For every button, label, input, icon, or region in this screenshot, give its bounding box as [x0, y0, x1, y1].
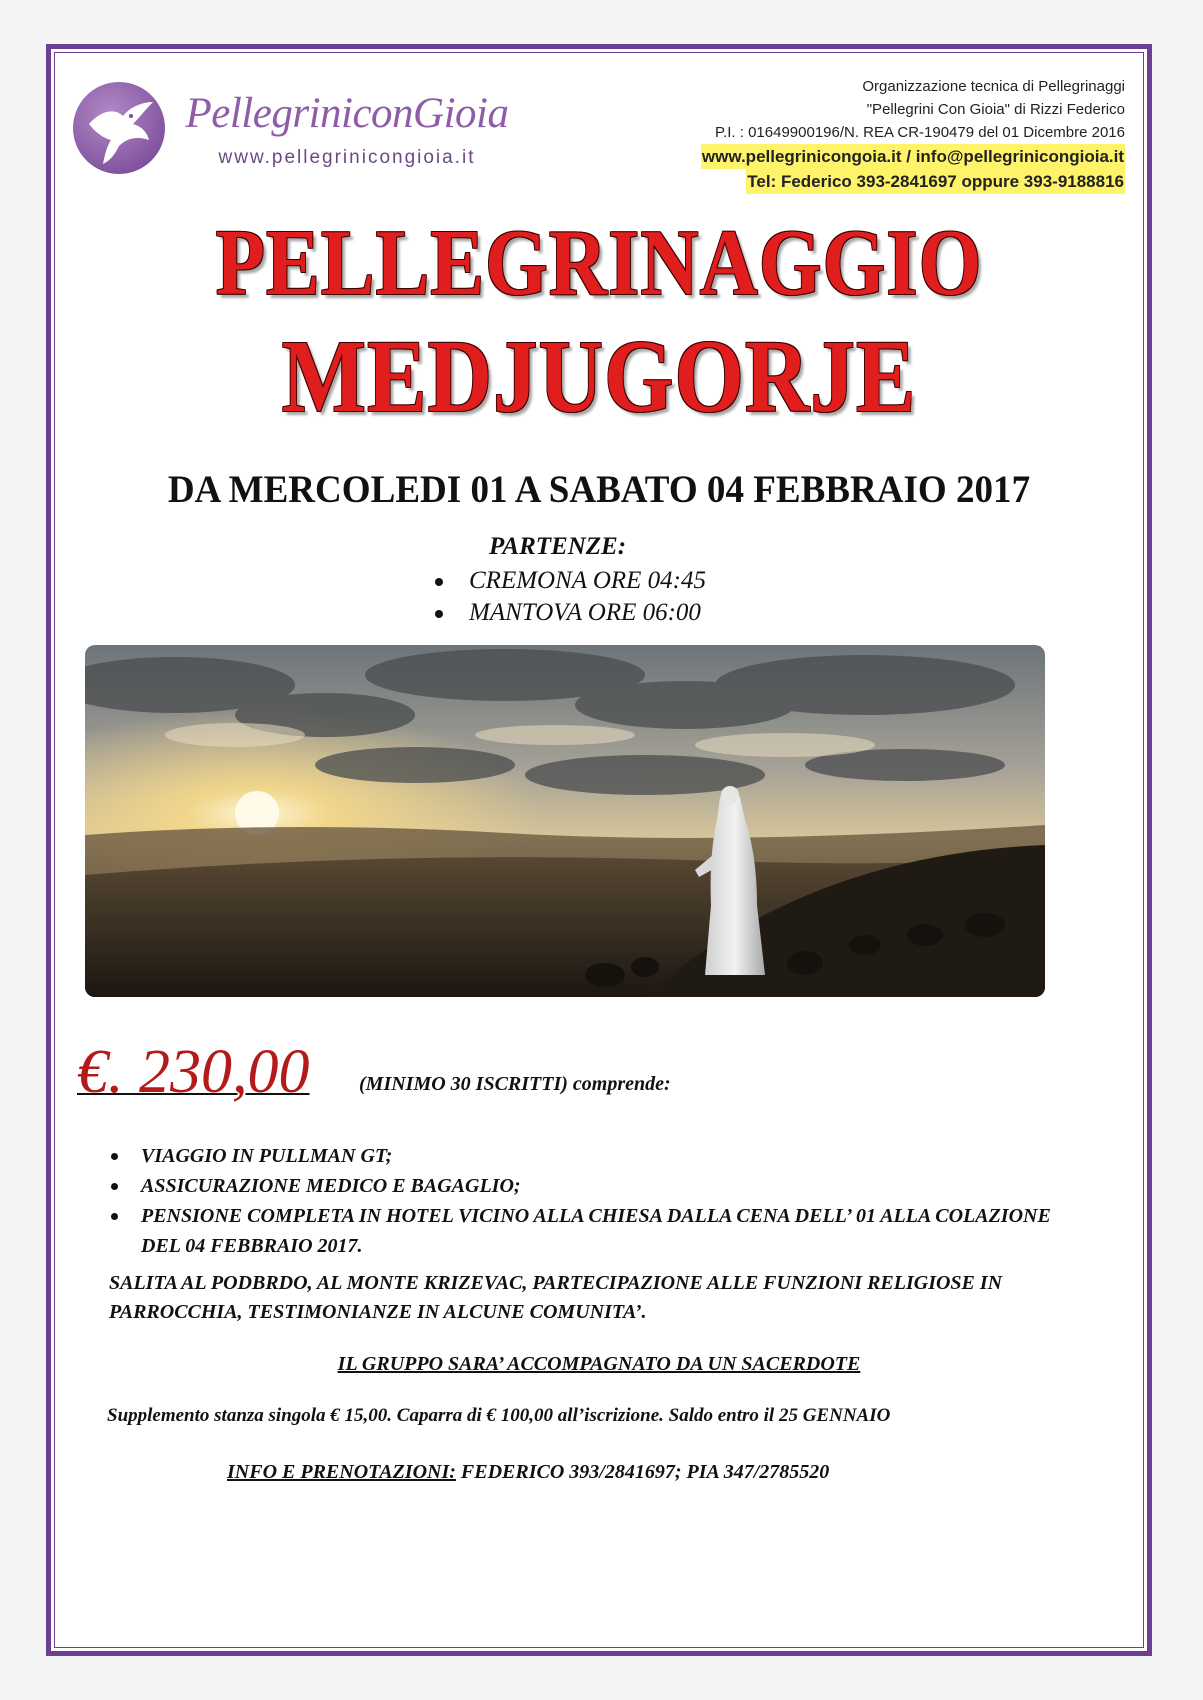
logo-url[interactable]: www.pellegrinicongioia.it: [218, 147, 476, 168]
departure-item: [435, 565, 706, 597]
contact-owner: "Pellegrini Con Gioia" di Rizzi Federico: [866, 101, 1125, 118]
guide-note: IL GRUPPO SARA’ ACCOMPAGNATO DA UN SACERDOTE: [337, 1353, 861, 1375]
price-note: (MINIMO 30 ISCRITTI) comprende:: [359, 1073, 671, 1095]
departure-text: MANTOVA ORE 06:00: [469, 599, 701, 626]
booking-info: [227, 1461, 829, 1484]
bullet-icon: [111, 1213, 118, 1220]
includes-text: PENSIONE COMPLETA IN HOTEL VICINO ALLA CHIESA DALLA CENA DELL’ 01 ALLA COLAZIONE DEL 04 FEBBRAIO 2017.: [141, 1205, 1051, 1257]
trip-dates: DA MERCOLEDI 01 A SABATO 04 FEBBRAIO 2017: [167, 468, 1031, 511]
includes-list: [111, 1141, 1091, 1261]
dove-icon: [71, 80, 167, 176]
logo-name: PellegriniconGioia: [185, 90, 509, 137]
booking-label: INFO E PRENOTAZIONI:: [227, 1461, 456, 1483]
activities-text: SALITA AL PODBRDO, AL MONTE KRIZEVAC, PARTECIPAZIONE ALLE FUNZIONI RELIGIOSE IN PARROCCHIA, TESTIMONIANZE IN ALCUNE COMUNITA’.: [109, 1272, 1003, 1323]
contact-block: [565, 75, 1125, 194]
includes-item: [111, 1141, 1091, 1171]
contact-web-email[interactable]: www.pellegrinicongoia.it / info@pellegrinicongioia.it: [701, 144, 1125, 169]
bullet-icon: [111, 1153, 118, 1160]
page-border: [54, 52, 1144, 1648]
includes-text: VIAGGIO IN PULLMAN GT;: [141, 1145, 393, 1167]
title-line-1: PELLEGRINAGGIO: [215, 211, 983, 315]
bullet-icon: [111, 1183, 118, 1190]
price-amount: €. 230,00: [77, 1038, 310, 1106]
title-line-2: MEDJUGORJE: [281, 319, 917, 434]
booking-contacts[interactable]: FEDERICO 393/2841697; PIA 347/2785520: [455, 1461, 830, 1483]
supplement-note: Supplemento stanza singola € 15,00. Caparra di € 100,00 all’iscrizione. Saldo entro il 25 GENNAIO: [107, 1405, 891, 1426]
sunset-statue-photo: [85, 645, 1045, 997]
flyer-page: [46, 44, 1152, 1656]
contact-phone[interactable]: Tel: Federico 393-2841697 oppure 393-9188816: [746, 169, 1125, 194]
contact-organization: Organizzazione tecnica di Pellegrinaggi: [862, 78, 1125, 95]
includes-item: [111, 1201, 1091, 1261]
contact-vat: P.I. : 01649900196/N. REA CR-190479 del 01 Dicembre 2016: [715, 124, 1125, 141]
includes-item: [111, 1171, 1091, 1201]
departures-label: PARTENZE:: [489, 533, 627, 560]
departure-item: [435, 597, 706, 629]
departures-list: [435, 565, 706, 629]
bullet-icon: [435, 610, 443, 618]
includes-text: ASSICURAZIONE MEDICO E BAGAGLIO;: [141, 1175, 521, 1197]
departure-text: CREMONA ORE 04:45: [469, 567, 707, 594]
bullet-icon: [435, 578, 443, 586]
